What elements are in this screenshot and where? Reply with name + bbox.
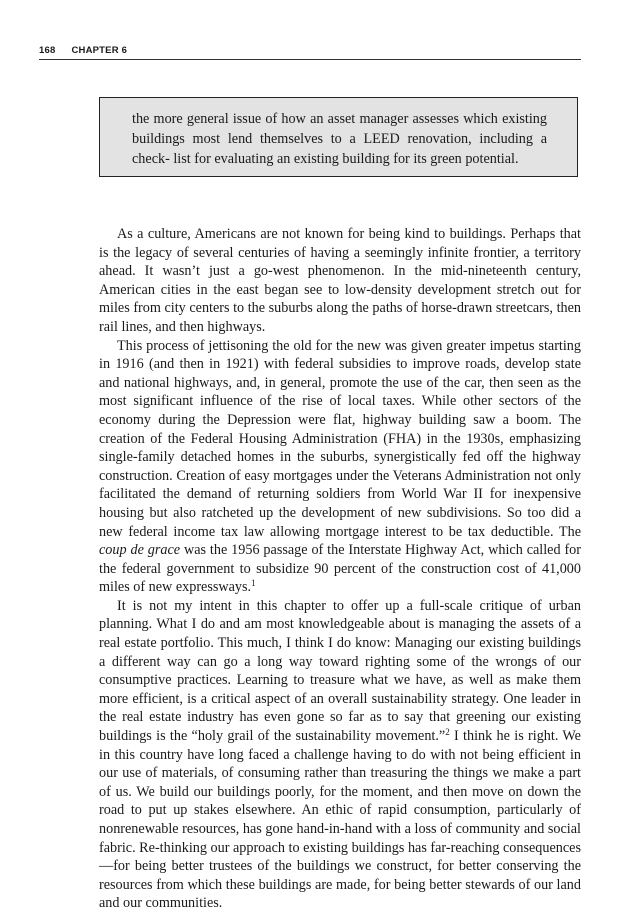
- paragraph-2-italic-phrase: coup de grace: [99, 542, 181, 559]
- chapter-label: CHAPTER 6: [71, 45, 128, 56]
- footnote-marker-1: 1: [251, 578, 256, 589]
- paragraph-1: As a culture, Americans are not known for being kind to buildings. Perhaps that is the legacy of several centuries of having a seemingly infinite frontier, a territory ahead. It wasn’t just a go-west phenomenon. In the mid-nineteenth century, American cities in the east began see to low-density development stretch out for miles from city centers to the suburbs along the paths of horse-drawn streetcars, then rail lines, and then highways.: [99, 226, 581, 335]
- footnote-marker-2: 2: [445, 727, 450, 738]
- paragraph-3-text-b: I think he is right. We in this country have long faced a challenge having to do with not being efficient in our use of materials, of consuming rather than treasuring the things we make a part of us. We build our buildings poorly, for the moment, and then move on down the road to put up stakes elsewhere. An ethic of rapid consumption, particularly of nonrenewable resources, has gone hand-in-hand with a loss of community and social fabric. Re-thinking our approach to existing buildings has far-reaching consequences—for being better trustees of the buildings we construct, for better conserving the resources from which these buildings are made, for being better stewards of our land and our communities.: [99, 728, 581, 912]
- paragraph-3: [99, 597, 581, 913]
- boxed-line: the more general issue of how an asset manager assesses which existing: [132, 111, 547, 127]
- boxed-excerpt: [99, 97, 578, 177]
- paragraph-2-text-a: This process of jettisoning the old for the new was given greater impetus starting in 1916 (and then in 1921) with federal subsidies to improve roads, develop state and national highways, and, in general, promote the use of the car, then seen as the most significant influence of the rise of local taxes. While other sectors of the economy during the Depression were flat, highway building saw a boom. The creation of the Federal Housing Administration (FHA) in the 1930s, emphasizing single-family detached homes in the suburbs, synergistically fed off the highway construction. Creation of easy mortgages under the Veterans Administration not only facilitated the demand of returning soldiers from World War II for inexpensive housing but also ratcheted up the development of new subdivisions. So too did a new federal income tax law allowing mortgage interest to be tax deductible. The: [99, 337, 581, 540]
- paragraph-2-text-b: was the 1956 passage of the Interstate Highway Act, which called for the federal government to subsidize 90 percent of the construction cost of 41,000 miles of new expressways.: [99, 542, 581, 596]
- page-number: 168: [39, 45, 56, 56]
- paragraph-2: [99, 337, 581, 597]
- boxed-line: list for evaluating an existing building for its green potential.: [173, 151, 519, 167]
- body-text: [99, 225, 581, 913]
- paragraph-3-text-a: It is not my intent in this chapter to offer up a full-scale critique of urban planning. What I do and am most knowledgeable about is managing the assets of a real estate portfolio. This much, I think I do know: Managing our existing buildings a different way can go a long way toward righting some of the wrongs of our consumptive practices. Learning to treasure what we have, as well as make them more efficient, is a critical aspect of an overall sustainability strategy. One leader in the real estate industry has even gone so far as to say that greening our existing buildings is the “holy grail of the sustainability movement.”: [99, 597, 581, 745]
- boxed-line: buildings most lend themselves to a LEED renovation, including a check-: [132, 131, 547, 167]
- running-head: [39, 45, 581, 60]
